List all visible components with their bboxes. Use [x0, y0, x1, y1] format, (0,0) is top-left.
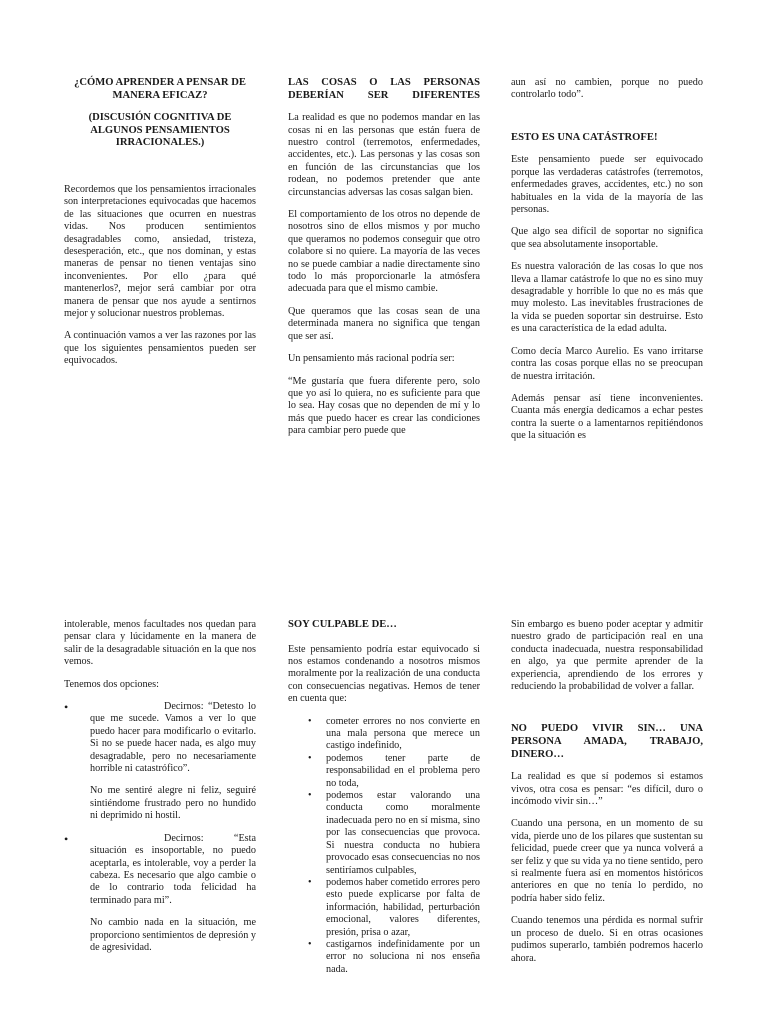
intro-paragraph: Recordemos que los pensamientos irracionales son interpretaciones equivocadas que hacemos de las situaciones que ocurren en nuestras vidas. Nos producen sentimientos desagradables como, ansiedad, tristeza, desesperación, etc., que nos dominan, y estas maneras de pensar no tienen ventajas sino inconvenientes. Por ello ¿para qué mantenerlos?, mejor será cambiar por otra manera de pensar que nos ayude a sentirnos mejor y solucionar nuestros problemas. [64, 183, 256, 320]
options-list [64, 701, 256, 954]
bullet-icon: • [64, 831, 69, 846]
option-quote: Decirnos: “Detesto lo que me sucede. Vamos a ver lo que puedo hacer para modificarlo o evitarlo. Si no se puede hacer nada, es algo muy desagradable, pero no necesariamente horrible ni catastrófico”. [90, 701, 256, 775]
column-top-right [511, 77, 703, 453]
column-top-middle [288, 77, 480, 448]
culpable-list [288, 716, 480, 977]
paragraph: Cuando una persona, en un momento de su vida, pierde uno de los pilares que sustentan su felicidad, puede creer que ya nunca volverá a ser feliz y que su vida ya no tiene sentido, pero si realmente fuera así en momentos históricos anteriores en que no tenía lo perdido, no podría haber sido feliz. [511, 818, 703, 904]
list-item: • castigarnos indefinidamente por un error no soluciona ni nos enseña nada. [308, 938, 480, 975]
document-subtitle: (DISCUSIÓN COGNITIVA DE ALGUNOS PENSAMIENTOS IRRACIONALES.) [88, 112, 232, 149]
section-heading-catastrofe: ESTO ES UNA CATÁSTROFE! [511, 131, 658, 143]
section-heading-cosas-personas: LAS COSAS O LAS PERSONAS DEBERÍAN SER DIFERENTES [288, 77, 480, 101]
paragraph: Este pensamiento puede ser equivocado porque las verdaderas catástrofes (terremotos, enfermedades graves, accidentes, etc.) no son habituales en la vida de la mayoría de las personas. [511, 154, 703, 216]
bullet-icon: • [308, 752, 312, 764]
option-quote: Decirnos: “Esta situación es insoportable, no puedo aceptarla, es intolerable, voy a perder la cabeza. Es necesario que algo cambie o de lo contrario toda felicidad ha terminado para mi”. [90, 832, 256, 906]
option-follow: No cambio nada en la situación, me proporciono sentimientos de depresión y de agresividad. [90, 917, 256, 953]
list-item [64, 701, 256, 823]
bullet-icon: • [308, 876, 312, 888]
paragraph: La realidad es que sí podemos si estamos vivos, otra cosa es pensar: “es difícil, duro o incómodo vivir sin…” [511, 771, 703, 808]
document-title: ¿CÓMO APRENDER A PENSAR DE MANERA EFICAZ? [74, 77, 246, 101]
paragraph: Cuando tenemos una pérdida es normal sufrir un proceso de duelo. Si en otras ocasiones pudimos superarlo, también podremos hacerlo ahora. [511, 915, 703, 964]
paragraph: intolerable, menos facultades nos quedan para pensar clara y lúcidamente en la manera de salir de la desagradable situación en la que nos vemos. [64, 619, 256, 668]
list-item: • podemos tener parte de responsabilidad en el problema pero no toda, [308, 752, 480, 789]
section-heading-no-puedo-vivir: NO PUEDO VIVIR SIN… UNA PERSONA AMADA, TRABAJO, DINERO… [511, 723, 703, 760]
list-item: • podemos estar valorando una conducta como moralmente inadecuada pero no en sí misma, sino por las consecuencias que provoca. Si nuestra conducta no hubiera provocado esas consecuencias no nos sentiríamos culpables, [308, 790, 480, 876]
paragraph: Un pensamiento más racional podría ser: [288, 353, 455, 365]
column-bottom-right [511, 619, 703, 975]
column-bottom-middle [288, 619, 480, 976]
paragraph: El comportamiento de los otros no depende de nosotros sino de ellos mismos y por mucho que queramos no podemos conseguir que otro colabore si no quiere. La mayoría de las veces no se puede cambiar a nadie directamente sino todo lo más proporcionarle la atmósfera adecuada para que el mismo cambie. [288, 209, 480, 295]
list-item: • cometer errores no nos convierte en una mala persona que merece un castigo indefinido, [308, 715, 480, 752]
paragraph: Este pensamiento podría estar equivocado si nos estamos condenando a nosotros mismos moralmente por la realización de una conducta con consecuencias negativas. Hemos de tener en cuenta que: [288, 643, 480, 705]
paragraph: aun así no cambien, porque no puedo controlarlo todo”. [511, 77, 703, 101]
column-top-left [64, 77, 256, 378]
bullet-icon: • [308, 790, 312, 802]
intro-paragraph-2: A continuación vamos a ver las razones por las que los siguientes pensamientos pueden ser equivocados. [64, 330, 256, 367]
paragraph: Además pensar así tiene inconvenientes. Cuanta más energía dedicamos a echar pestes contra la suerte o a lamentarnos repitiéndonos que la situación es [511, 392, 703, 442]
paragraph: La realidad es que no podemos mandar en las cosas ni en las personas que están fuera de nuestro control (terremotos, enfermedades, accidentes, etc.). Las personas y las cosas son en función de las circunstancias que los rodean, no podemos pretender que ante circunstancias adversas las cosas salgan bien. [288, 112, 480, 198]
list-item [64, 833, 256, 955]
paragraph: Que algo sea difícil de soportar no significa que sea absolutamente insoportable. [511, 226, 703, 250]
quote-paragraph: “Me gustaría que fuera diferente pero, solo que yo así lo quiera, no es suficiente para que lo sea. Hay cosas que no dependen de mí y lo más que puedo hacer es crear las condiciones para cambiar pero puede que [288, 375, 480, 437]
section-heading-culpable: SOY CULPABLE DE… [288, 619, 397, 630]
option-follow: No me sentiré alegre ni feliz, seguiré sintiéndome frustrado pero no hundido ni deprimido ni hostil. [90, 785, 256, 822]
paragraph: Tenemos dos opciones: [64, 678, 159, 690]
list-item: • podemos haber cometido errores pero esto puede explicarse por falta de información, habilidad, perturbación emocional, valores diferentes, presión, prisa o azar, [308, 876, 480, 938]
paragraph: Es nuestra valoración de las cosas lo que nos lleva a llamar catástrofe lo que no es sino muy desagradable y horrible lo que no es más que muy molesto. Las inevitables frustraciones de la vida se pueden soportar sin destruirse. Esto es una característica de la edad adulta. [511, 261, 703, 335]
paragraph: Como decía Marco Aurelio. Es vano irritarse contra las cosas porque ellas no se preocupan de nuestra irritación. [511, 345, 703, 382]
bullet-icon: • [308, 715, 312, 727]
column-bottom-left [64, 619, 256, 964]
bullet-icon: • [64, 700, 69, 715]
bullet-icon: • [308, 938, 312, 950]
paragraph: Sin embargo es bueno poder aceptar y admitir nuestro grado de participación real en una conducta inadecuada, nuestra responsabilidad en algo, ya que permite aprender de la experiencia, aprendiendo de los errores y reduciendo la probabilidad de volver a fallar. [511, 619, 703, 693]
paragraph: Que queramos que las cosas sean de una determinada manera no significa que tengan que ser así. [288, 305, 480, 342]
